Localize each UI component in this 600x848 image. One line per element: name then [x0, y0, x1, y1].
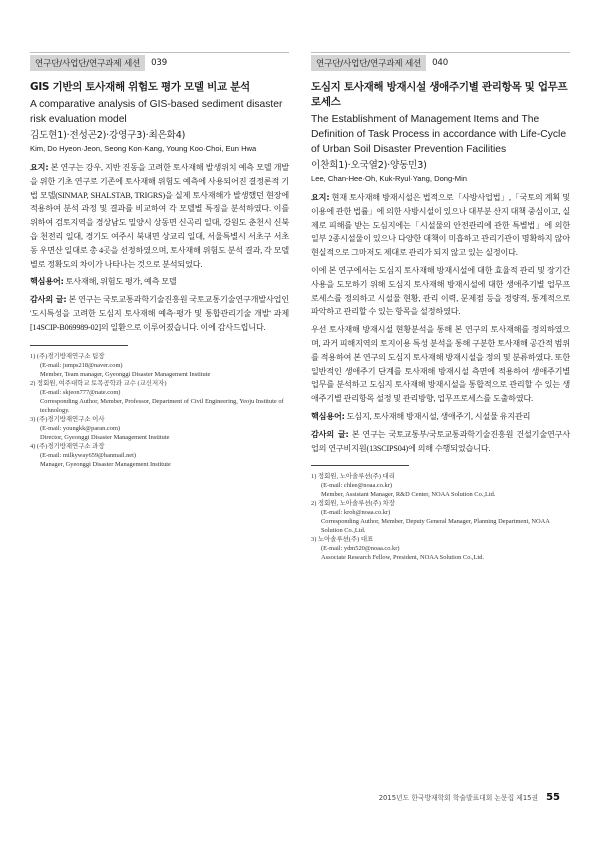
footnote-line: 1) (주)경기방재연구소 팀장 [30, 352, 105, 360]
footnote-line: (E-mail: youngkk@paran.com) [40, 424, 121, 432]
session-tag-label: 연구단/사업단/연구과제 세션 [30, 55, 145, 71]
footnote-line: Director, Gyeonggi Disaster Management Institute [40, 433, 170, 441]
footnote-rule [30, 345, 128, 346]
footnote-line: Corresponding Author, Member, Deputy General Manager, Planning Department, NOAA Solution Co.,Ltd. [321, 518, 550, 535]
keywords-label: 핵심용어: [311, 410, 345, 421]
footnote-line: Member, Team manager, Gyeonggi Disaster Management Institute [40, 370, 211, 378]
abstract-paragraph: 이에 본 연구에서는 도심지 토사재해 방재시설에 대한 효율적 관리 및 장기간 사용을 도모하기 위해 도심지 토사재해 방재시설에 대한 생애주기별 업무프로세스를 정의하고 시설물 현황, 관리 이력, 문제점 등을 정량적, 통계적으로 파악하고 관리할 수 있는 항목을 설정하였다. [311, 265, 570, 317]
keywords [30, 275, 289, 289]
footnote-line: Member, Assistant Manager, R&D Center, NOAA Solution Co.,Ltd. [321, 491, 496, 499]
ack-text: 본 연구는 국토교통부/국토교통과학기술진흥원 건설기술연구사업의 연구비지원(13SCIPS04)에 의해 수행되었습니다. [311, 429, 571, 453]
footnote-line: 3) 노아솔루션(주) 대표 [311, 536, 374, 544]
footnote-line: 2) 정회원, 노아솔루션(주) 차장 [311, 500, 395, 508]
abstract-label: 요지: [311, 192, 330, 202]
footnote-line: (E-mail: ydm520@noaa.co.kr) [321, 545, 400, 553]
article-title-ko: 도심지 토사재해 방재시설 생애주기별 관리항목 및 업무프로세스 [311, 81, 568, 108]
session-tag [311, 52, 570, 71]
page-number: 55 [546, 792, 560, 803]
ack-text: 본 연구는 국토교통과학기술진흥원 국토교통기술연구개발사업인 '도시특성을 고려한 도심지 토사재해 예측·평가 및 통합관리기술 개발' 과제[14SCIP-B069989-02]의 일환으로 이루어졌습니다. 이에 감사드립니다. [30, 295, 290, 332]
abstract-paragraph: 우선 토사재해 방재시설 현황분석을 통해 본 연구의 토사재해를 정의하였으며, 과거 피해지역의 토지이용 특성 분석을 통해 구분한 토사재해 공간적 범위를 적용하여 본 연구의 도심지 토사재해 방재시설을 정의 및 분류하였다. 또한 일반적인 생애주기 단계를 토사재해 방재시설 측면에 적용하여 생애주기별 업무를 분석하고 도심지 토사재해 방재시설을 통합적으로 관리할 수 있는 생애주기별 관리항목 설정 및 관리방향, 업무프로세스를 도출하였다. [311, 325, 570, 404]
footnotes [311, 472, 570, 562]
authors-en: Kim, Do Hyeon·Jeon, Seong Kon·Kang, Young Koo·Choi, Eun Hwa [30, 144, 257, 153]
acknowledgement [311, 428, 570, 456]
keywords-text: 토사재해, 위험도 평가, 예측 모델 [65, 277, 177, 287]
left-article [30, 52, 289, 469]
footnotes [30, 352, 289, 469]
ack-label: 감사의 글: [30, 294, 67, 305]
proceedings-title: 2015년도 한국방재학회 학술발표대회 논문집 제15권 [378, 794, 539, 802]
abstract-text: 본 연구는 강우, 지반 진동을 고려한 토사재해 발생위치 예측 모델 개발을 위한 기초 연구로 기존에 토사재해 위험도 예측에 사용되어진 결정론적 기법 모델(SINMAP, SHALSTAB, TRIGRS)을 실제 토사재해가 발생했던 현장에 적용하여 분석 과정 및 결과를 비교하여 각 모델별 특징을 분석하였다. 이를 위하여 검토지역을 경상남도 밀양시 상동면 신곡리 일대, 강원도 춘천시 신북읍 천전리 일대, 경기도 여주시 북내면 상교리 일대, 서울특별시 서초구 서초동 우면산 일대로 총 4곳을 선정하였으며, 토사재해 위험도 분석 결과, 각 모델 별로 정확도의 차이가 나타나는 것으로 분석되었다. [30, 163, 289, 269]
article-title-en: A comparative analysis of GIS-based sediment disaster risk evaluation model [30, 99, 283, 125]
footnote-line: (E-mail: chlee@noaa.co.kr) [321, 482, 392, 490]
abstract [30, 161, 289, 271]
page-footer [379, 792, 560, 803]
keywords [311, 410, 570, 424]
footnote-line: (E-mail: milkyway659@hanmail.net) [40, 451, 137, 459]
footnote-line: (E-mail: skjeon777@nate.com) [40, 388, 121, 396]
abstract-label: 요지: [30, 162, 49, 172]
footnote-line: 2) 정회원, 여주대학교 토목공학과 교수 (교신저자) [30, 379, 167, 387]
article-title-en: The Establishment of Management Items and The Definition of Task Process in accordance with Life-Cycle of Urban Soil Disaster Prevention Facilities [311, 114, 567, 155]
right-article [311, 52, 570, 562]
session-tag-number: 039 [151, 58, 167, 68]
footnote-line: 3) (주)경기방재연구소 이사 [30, 415, 105, 423]
footnote-line: Associate Research Fellow, President, NOAA Solution Co.,Ltd. [321, 554, 485, 562]
article-title-ko: GIS 기반의 토사재해 위험도 평가 모델 비교 분석 [30, 81, 250, 93]
session-tag [30, 52, 289, 71]
authors-ko: 이찬희1)·오국열2)·양동민3) [311, 160, 427, 171]
footnote-rule [311, 465, 409, 466]
keywords-text: 도심지, 토사재해 방재시설, 생애주기, 시설물 유지관리 [346, 411, 531, 421]
footnote-line: 1) 정회원, 노아솔루션(주) 대리 [311, 473, 395, 481]
acknowledgement [30, 293, 289, 334]
footnote-line: (E-mail: jumps218@naver.com) [40, 361, 123, 369]
session-tag-label: 연구단/사업단/연구과제 세션 [311, 55, 426, 71]
authors-en: Lee, Chan-Hee·Oh, Kuk-Ryul·Yang, Dong-Min [311, 174, 468, 183]
footnote-line: 4) (주)경기방재연구소 과장 [30, 442, 105, 450]
keywords-label: 핵심용어: [30, 276, 64, 287]
footnote-line: Corresponding Author, Member, Professor, Department of Civil Engineering, Yeoju Institute of technology. [40, 397, 284, 414]
authors-ko: 김도현1)·전성곤2)·강영구3)·최은화4) [30, 130, 186, 141]
abstract [311, 191, 570, 260]
ack-label: 감사의 글: [311, 428, 349, 439]
footnote-line: (E-mail: kroh@noaa.co.kr) [321, 509, 391, 517]
footnote-line: Manager, Gyeonggi Disaster Management Institute [40, 460, 171, 468]
session-tag-number: 040 [432, 58, 448, 68]
abstract-text: 현재 토사재해 방재시설은 법적으로「사방사업법」,「국토의 계획 및 이용에 관한 법률」에 의한 사방시설이 있으나 대부분 산지 대책 중심이고, 실제로 피해를 받는 도심지에는「시설물의 안전관리에 관한 특별법」에 의한 일부 2종시설물이 있으나 다양한 대책이 미흡하고 관리기관이 명확하지 않아 현실적으로 그마저도 제대로 관리가 되지 않고 있는 실정이다. [311, 193, 570, 258]
